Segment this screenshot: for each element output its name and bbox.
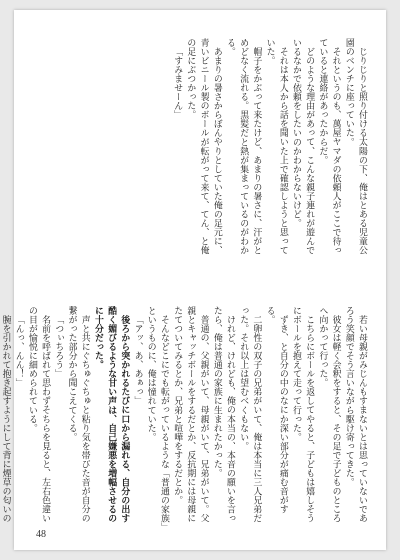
paragraph: 帽子をかぶって来たけど、あまりの暑さに、汗がとめどなく流れる。黒髪だと熱が集まっているのがわかる。 xyxy=(224,38,262,255)
paragraph: あまりの暑さからぼんやりとしていた俺の足元に、青いビニール製のボールが転がって来て、てん、と俺の足にぶつかった。 xyxy=(185,38,222,255)
paragraph: じりじりと照り付ける太陽の下、俺はとある児童公園のベンチに座っていた。 xyxy=(343,38,367,255)
paragraph: どのような理由があって、こんな親子連れが遊んでいるなかで依頼をしたいのかわからないけど。 xyxy=(290,38,315,255)
paragraph: 後ろから突かれるたびに口から漏れる、自分の出す酷く媚びるような甘い声は、自己嫌悪を増幅させるのに十分だった。 xyxy=(92,306,130,523)
paragraph: 名前を呼ばれて思わずそちらを見ると、左右色違いの目が愉悦に細められている。 xyxy=(26,306,51,523)
paragraph: それは本人から話を聞いた上で確認しようと思っていた。 xyxy=(264,38,288,255)
paragraph: 「すみませーん」 xyxy=(172,46,183,120)
paragraph: 普通の、父親がいて、母親がいて、兄弟がいて。父親とキャッチボールをするだとか、反抗期には母親にたてついてみるとか、兄弟と喧嘩をするだとか。 xyxy=(172,306,209,523)
paragraph: ずき、と自分の中のなにか深い部分が痛む音がする。 xyxy=(264,306,288,514)
paragraph: 彼女は軽く会釈をすると、その足で子どものところへ向かって行った。 xyxy=(317,306,341,523)
paragraph: 二卵性の双子の兄弟がいて、俺は本当に三人兄弟だった。それ以上は望むべくもない。 xyxy=(238,306,262,523)
paragraph: けれど、けれども、俺の本当の、本音の願いを言ったら、俺は普通の家族に生まれたかった。 xyxy=(211,306,235,523)
paragraph: 「んっ、んん！」 xyxy=(13,314,24,388)
paragraph: 声と共にぐちゅぐちゅと粘り気を帯びた音が自分の繋がった部分から聞こえてくる。 xyxy=(66,306,90,523)
text-column-top xyxy=(40,38,368,260)
paragraph: こちらにボールを返してやると、子どもは嬉しそうにボールを抱えて走って行った。 xyxy=(290,306,315,523)
paragraph: 腕を引かれて抱き起すようにして背に煙草の匂いの xyxy=(0,314,11,523)
page-number: 48 xyxy=(36,529,46,540)
text-column-bottom xyxy=(0,306,368,528)
paragraph: 若い母親がみじんもすまないとは思っていないであろう笑顔でそう言いながら駆け寄ってきた。 xyxy=(343,306,367,523)
paragraph: そんなどこにでも転がっているような「普通の家族」というものに、俺は憧れていた。 xyxy=(145,306,169,528)
paragraph: 「アッ、あ、あぁっ」 xyxy=(132,314,143,406)
paragraph: それというのも、萬屋ヤマダの依頼人がここで待っていると連絡があったからだ。 xyxy=(317,38,341,255)
book-page xyxy=(0,10,386,550)
paragraph: 「つぃちろう」 xyxy=(53,314,64,379)
